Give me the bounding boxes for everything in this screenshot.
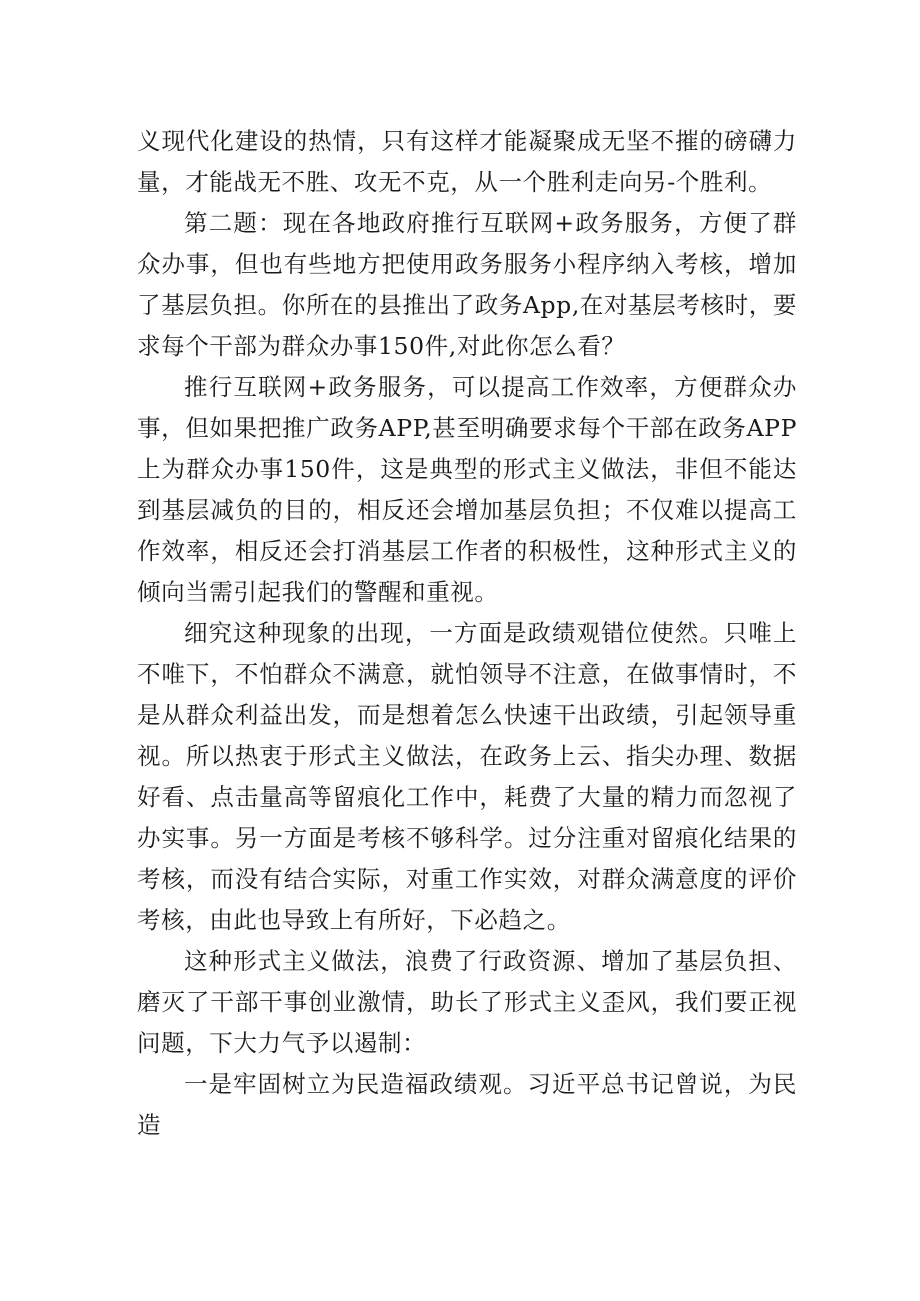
paragraph-measure-one: 一是牢固树立为民造福政绩观。习近平总书记曾说，为民造: [137, 1070, 797, 1139]
paragraph-cause-analysis: 细究这种现象的出现，一方面是政绩观错位使然。只唯上不唯下，不怕群众不满意，就怕领导不注意，在做事情时，不是从群众利益出发，而是想着怎么快速干出政绩，引起领导重视。所以热衷于形式主义做法，在政务上云、指尖办理、数据好看、点击量高等留痕化工作中，耗费了大量的精力而忽视了办实事。另一方面是考核不够科学。过分注重对留痕化结果的考核，而没有结合实际，对重工作实效，对群众满意度的评价考核，由此也导致上有所好，下必趋之。: [137, 619, 797, 934]
paragraph-question-two: 第二题：现在各地政府推行互联网+政务服务，方便了群众办事，但也有些地方把使用政务服务小程序纳入考核，增加了基层负担。你所在的县推出了政务App,在对基层考核时，要求每个干部为群众办事150件,对此你怎么看？: [137, 209, 797, 360]
paragraph-answer-intro: 推行互联网+政务服务，可以提高工作效率，方便群众办事，但如果把推广政务APP,甚至明确要求每个干部在政务APP上为群众办事150件，这是典型的形式主义做法，非但不能达到基层减负的目的，相反还会增加基层负担；不仅难以提高工作效率，相反还会打消基层工作者的积极性，这种形式主义的倾向当需引起我们的警醒和重视。: [137, 373, 797, 606]
paragraph-harm-summary: 这种形式主义做法，浪费了行政资源、增加了基层负担、磨灭了干部干事创业激情，助长了形式主义歪风，我们要正视问题，下大力气予以遏制：: [137, 947, 797, 1057]
paragraph-continuation: 义现代化建设的热情，只有这样才能凝聚成无坚不摧的磅礴力量，才能战无不胜、攻无不克，从一个胜利走向另-个胜利。: [137, 127, 797, 196]
document-body: [137, 121, 797, 1146]
